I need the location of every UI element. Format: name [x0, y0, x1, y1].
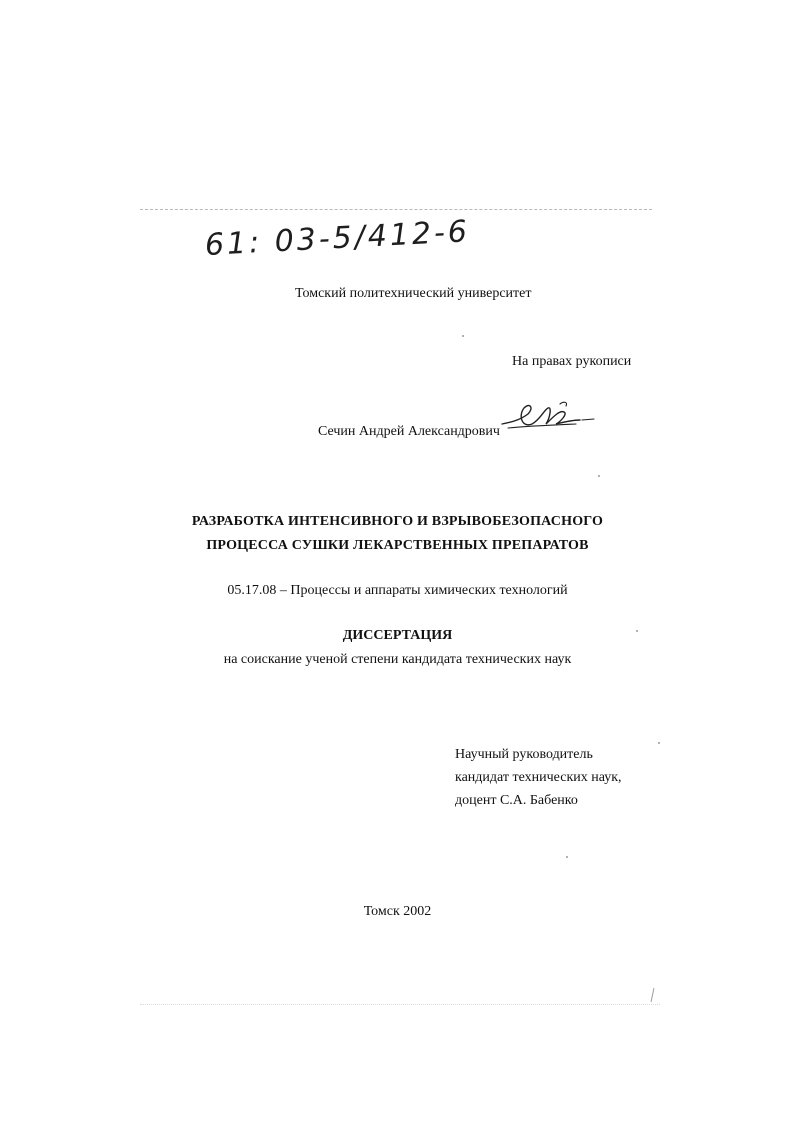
dissertation-title-line-1: РАЗРАБОТКА ИНТЕНСИВНОГО И ВЗРЫВОБЕЗОПАСНОГО [191, 514, 604, 529]
scan-speck [658, 742, 660, 744]
scientific-advisor-block [455, 743, 622, 812]
specialty-code: 05.17.08 – Процессы и аппараты химических технологий [227, 583, 568, 598]
scan-speck [636, 630, 638, 632]
archive-number-handwritten: 61: 03-5/412-6 [204, 214, 471, 263]
scan-bottom-edge-line [140, 1004, 660, 1005]
scan-speck [598, 475, 600, 477]
author-signature [498, 398, 598, 438]
author-name: Сечин Андрей Александрович [318, 424, 500, 439]
scan-top-edge-line [140, 209, 652, 210]
scan-speck [566, 856, 568, 858]
rights-note: На правах рукописи [512, 354, 632, 369]
advisor-name: доцент С.А. Бабенко [455, 793, 578, 808]
dissertation-title-line-2: ПРОЦЕССА СУШКИ ЛЕКАРСТВЕННЫХ ПРЕПАРАТОВ [206, 538, 589, 553]
document-type: ДИССЕРТАЦИЯ [342, 628, 453, 643]
university-name: Томский политехнический университет [295, 286, 532, 301]
city-and-year: Томск 2002 [363, 904, 432, 919]
advisor-role: Научный руководитель [455, 747, 593, 762]
scan-speck [462, 335, 464, 337]
scan-mark [651, 988, 655, 1002]
advisor-degree: кандидат технических наук, [455, 770, 622, 785]
degree-line: на соискание ученой степени кандидата технических наук [223, 652, 572, 667]
